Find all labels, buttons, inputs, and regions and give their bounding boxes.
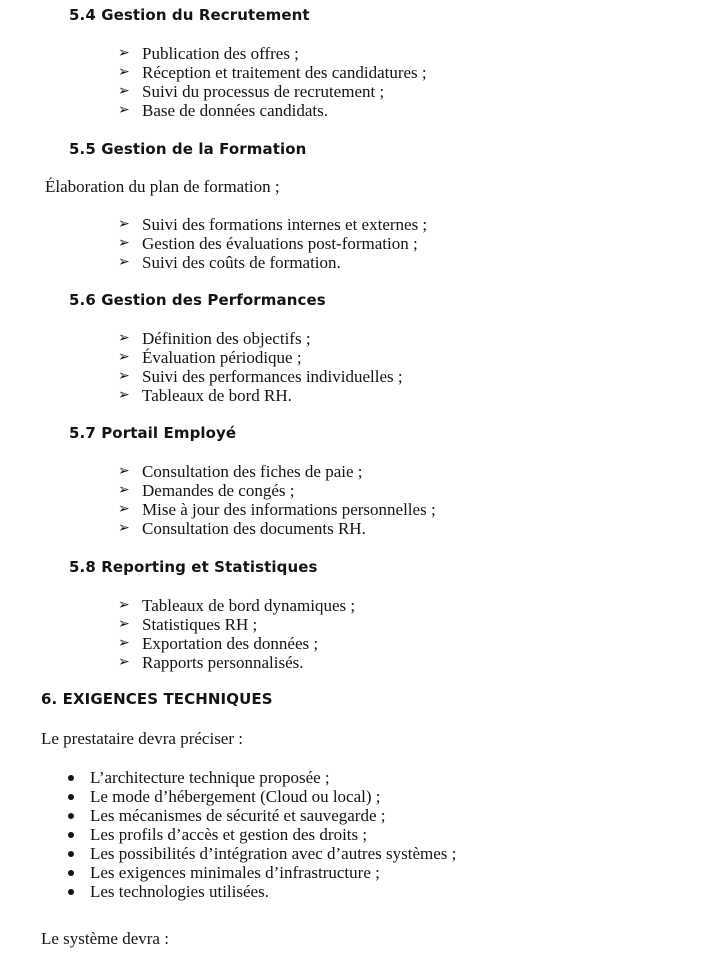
arrow-bullet-icon: ➢ <box>118 216 130 232</box>
round-bullet-icon <box>68 889 74 895</box>
formation-list <box>118 215 427 272</box>
list-item: ➢ Tableaux de bord RH. <box>118 386 292 405</box>
arrow-bullet-icon: ➢ <box>118 330 130 346</box>
arrow-bullet-icon: ➢ <box>118 520 130 536</box>
section-heading-exigences-techniques: 6. EXIGENCES TECHNIQUES <box>41 690 273 708</box>
section-heading-reporting: 5.8 Reporting et Statistiques <box>69 558 318 576</box>
arrow-bullet-icon: ➢ <box>118 64 130 80</box>
list-item: ➢ Rapports personnalisés. <box>118 653 304 672</box>
arrow-bullet-icon: ➢ <box>118 235 130 251</box>
list-item: ➢ Suivi des coûts de formation. <box>118 253 341 272</box>
arrow-bullet-icon: ➢ <box>118 635 130 651</box>
list-item: ➢ Publication des offres ; <box>118 44 299 63</box>
round-bullet-icon <box>68 794 74 800</box>
list-item: ➢ Suivi des formations internes et externes ; <box>118 215 428 234</box>
list-item: ➢ Gestion des évaluations post-formation ; <box>118 234 418 253</box>
portail-list <box>118 462 436 538</box>
list-item: Le mode d’hébergement (Cloud ou local) ; <box>66 787 456 806</box>
technical-intro: Le prestataire devra préciser : <box>41 729 243 748</box>
list-item: L’architecture technique proposée ; <box>66 768 456 787</box>
arrow-bullet-icon: ➢ <box>118 349 130 365</box>
list-item: ➢ Suivi des performances individuelles ; <box>118 367 403 386</box>
section-heading-performances: 5.6 Gestion des Performances <box>69 291 326 309</box>
section-heading-formation: 5.5 Gestion de la Formation <box>69 140 307 158</box>
list-item: ➢ Évaluation périodique ; <box>118 348 302 367</box>
arrow-bullet-icon: ➢ <box>118 387 130 403</box>
arrow-bullet-icon: ➢ <box>118 83 130 99</box>
arrow-bullet-icon: ➢ <box>118 501 130 517</box>
arrow-bullet-icon: ➢ <box>118 368 130 384</box>
list-item: ➢ Statistiques RH ; <box>118 615 258 634</box>
list-item: Les mécanismes de sécurité et sauvegarde ; <box>66 806 456 825</box>
arrow-bullet-icon: ➢ <box>118 616 130 632</box>
technical-outro: Le système devra : <box>41 929 169 948</box>
section-heading-recrutement: 5.4 Gestion du Recrutement <box>69 6 310 24</box>
arrow-bullet-icon: ➢ <box>118 45 130 61</box>
list-item: ➢ Consultation des fiches de paie ; <box>118 462 363 481</box>
arrow-bullet-icon: ➢ <box>118 254 130 270</box>
list-item: ➢ Tableaux de bord dynamiques ; <box>118 596 356 615</box>
arrow-bullet-icon: ➢ <box>118 597 130 613</box>
arrow-bullet-icon: ➢ <box>118 102 130 118</box>
list-item: ➢ Réception et traitement des candidatures ; <box>118 63 427 82</box>
recrutement-list <box>118 44 427 120</box>
list-item: Les technologies utilisées. <box>66 882 456 901</box>
list-item: ➢ Consultation des documents RH. <box>118 519 366 538</box>
technical-list <box>66 768 456 901</box>
round-bullet-icon <box>68 775 74 781</box>
section-heading-portail: 5.7 Portail Employé <box>69 424 237 442</box>
list-item: Les profils d’accès et gestion des droits ; <box>66 825 456 844</box>
list-item: ➢ Définition des objectifs ; <box>118 329 311 348</box>
arrow-bullet-icon: ➢ <box>118 482 130 498</box>
performances-list <box>118 329 403 405</box>
round-bullet-icon <box>68 870 74 876</box>
round-bullet-icon <box>68 813 74 819</box>
list-item: ➢ Base de données candidats. <box>118 101 328 120</box>
formation-intro: Élaboration du plan de formation ; <box>45 177 280 196</box>
round-bullet-icon <box>68 851 74 857</box>
reporting-list <box>118 596 355 672</box>
list-item: ➢ Demandes de congés ; <box>118 481 295 500</box>
list-item: ➢ Suivi du processus de recrutement ; <box>118 82 385 101</box>
list-item: Les exigences minimales d’infrastructure ; <box>66 863 456 882</box>
list-item: Les possibilités d’intégration avec d’autres systèmes ; <box>66 844 456 863</box>
list-item: ➢ Exportation des données ; <box>118 634 319 653</box>
list-item: ➢ Mise à jour des informations personnelles ; <box>118 500 436 519</box>
arrow-bullet-icon: ➢ <box>118 463 130 479</box>
arrow-bullet-icon: ➢ <box>118 654 130 670</box>
round-bullet-icon <box>68 832 74 838</box>
